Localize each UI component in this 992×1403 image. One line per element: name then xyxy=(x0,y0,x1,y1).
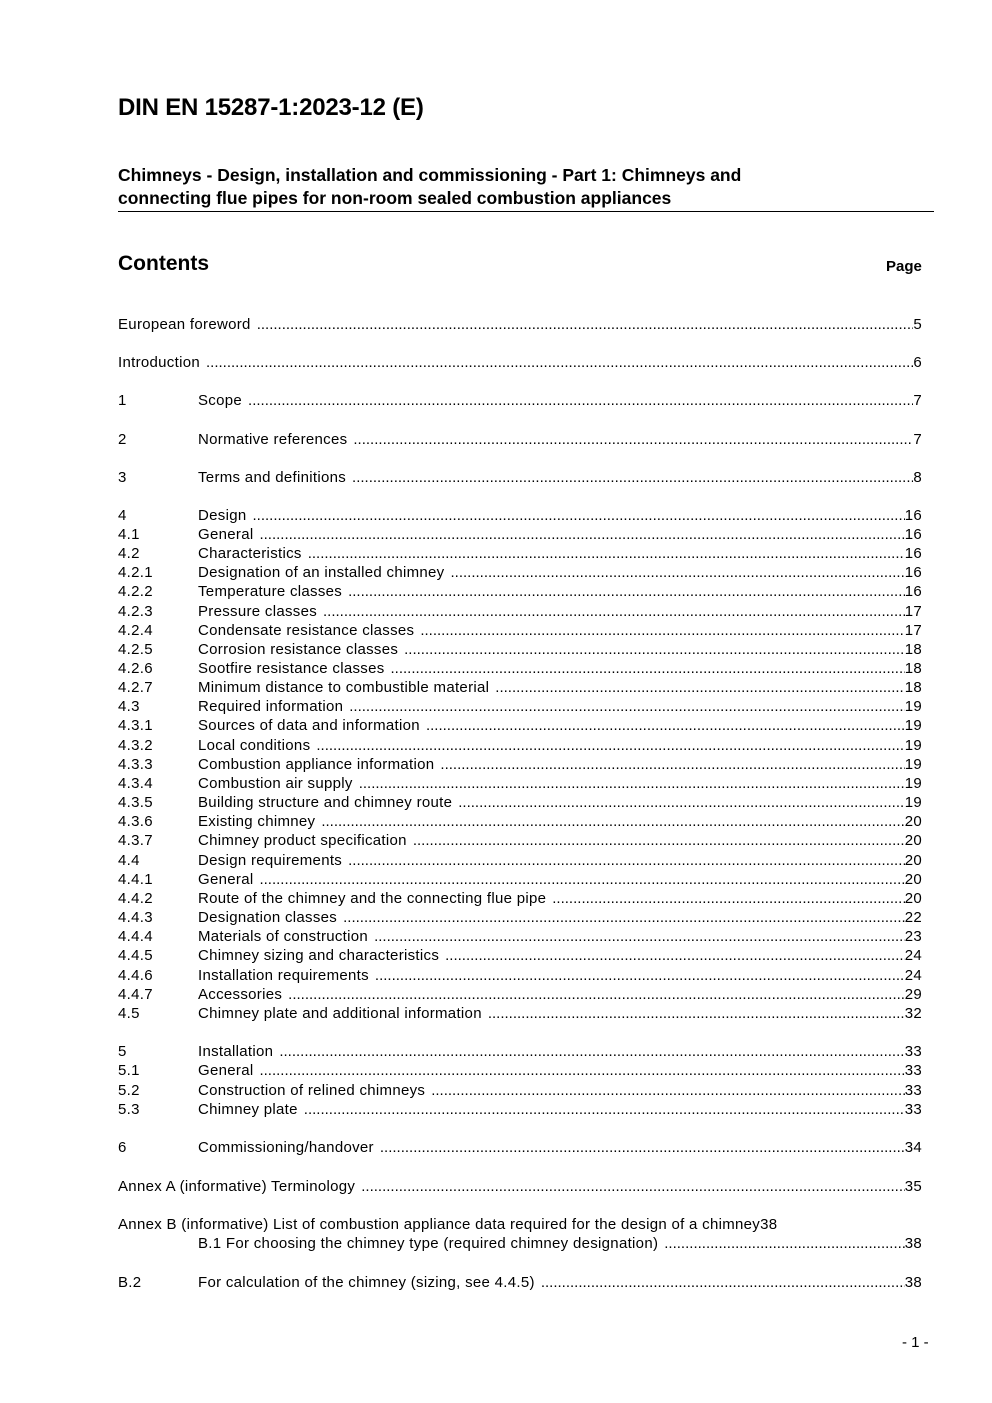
toc-entry-title: Combustion appliance information xyxy=(198,756,435,773)
toc-entry-number: 4.3.3 xyxy=(118,756,153,773)
subtitle-line-1: Chimneys - Design, installation and commissioning - Part 1: Chimneys and xyxy=(118,165,742,185)
toc-entry-title: Sources of data and information xyxy=(198,717,420,734)
toc-entry-number: 4.3.7 xyxy=(118,832,153,849)
toc-entry-page: 23 xyxy=(904,928,922,945)
toc-entry[interactable] xyxy=(118,564,922,583)
subtitle-line-2: connecting flue pipes for non-room sealed combustion appliances xyxy=(118,188,672,208)
toc-entry-number: 4.4.3 xyxy=(118,909,153,926)
toc-entry[interactable] xyxy=(118,737,922,756)
toc-entry-title: Introduction xyxy=(118,354,200,371)
toc-entry-number: 4.3.2 xyxy=(118,737,153,754)
toc-entry-page: 29 xyxy=(904,986,922,1003)
toc-entry-title: Required information xyxy=(198,698,344,715)
toc-entry-title: Combustion air supply xyxy=(198,775,353,792)
toc-entry[interactable] xyxy=(118,1043,922,1062)
toc-entry-number: 3 xyxy=(118,469,127,486)
toc-entry[interactable] xyxy=(118,469,922,488)
toc-entry[interactable] xyxy=(118,1139,922,1158)
toc-entry-page: 19 xyxy=(904,794,922,811)
toc-entry-number: 4.3.5 xyxy=(118,794,153,811)
toc-entry-page: 8 xyxy=(913,469,922,486)
toc-entry-page: 18 xyxy=(904,641,922,658)
toc-entry[interactable] xyxy=(118,871,922,890)
toc-entry[interactable] xyxy=(118,890,922,909)
toc-entry[interactable] xyxy=(118,679,922,698)
toc-entry-number: 4.4.6 xyxy=(118,967,153,984)
toc-entry-number: 1 xyxy=(118,392,127,409)
toc-entry-number: 4.3.4 xyxy=(118,775,153,792)
toc-entry[interactable] xyxy=(118,1005,922,1024)
toc-entry-number: 6 xyxy=(118,1139,127,1156)
toc-entry-page: 33 xyxy=(904,1062,922,1079)
toc-entry-title: Commissioning/handover xyxy=(198,1139,374,1156)
toc-entry-page: 20 xyxy=(904,890,922,907)
toc-entry[interactable] xyxy=(118,832,922,851)
toc-entry-title: Existing chimney xyxy=(198,813,316,830)
toc-entry-page: 17 xyxy=(904,603,922,620)
toc-entry[interactable] xyxy=(118,1101,922,1120)
toc-entry[interactable] xyxy=(118,794,922,813)
toc-entry-title: Route of the chimney and the connecting flue pipe xyxy=(198,890,547,907)
toc-entry[interactable] xyxy=(118,583,922,602)
toc-entry-title: Local conditions xyxy=(198,737,311,754)
toc-entry-page: 19 xyxy=(904,737,922,754)
toc-entry-page: 17 xyxy=(904,622,922,639)
toc-entry-page: 16 xyxy=(904,526,922,543)
toc-entry-annex-b[interactable]: Annex B (informative) List of combustion appliance data required for the design of a chimney38 xyxy=(118,1216,778,1233)
toc-entry-number: 4.4.2 xyxy=(118,890,153,907)
toc-entry-title: Chimney plate and additional information xyxy=(198,1005,482,1022)
toc-entry-page: 22 xyxy=(904,909,922,926)
toc-entry-page: 24 xyxy=(904,967,922,984)
toc-entry[interactable] xyxy=(118,545,922,564)
toc-entry-number: 4.4 xyxy=(118,852,140,869)
toc-entry-page: 34 xyxy=(904,1139,922,1156)
toc-entry-title: Annex A (informative) Terminology xyxy=(118,1178,356,1195)
toc-entry-page: 16 xyxy=(904,507,922,524)
toc-entry-title: Corrosion resistance classes xyxy=(198,641,399,658)
toc-entry[interactable] xyxy=(118,354,922,373)
toc-entry-page: 38 xyxy=(904,1235,922,1252)
toc-entry-page: 33 xyxy=(904,1043,922,1060)
toc-entry-title: Minimum distance to combustible material xyxy=(198,679,490,696)
toc-entry-title: General xyxy=(198,871,254,888)
toc-entry[interactable] xyxy=(118,756,922,775)
toc-entry-number: 5.2 xyxy=(118,1082,140,1099)
toc-entry-page: 7 xyxy=(913,392,922,409)
toc-entry-number: 5 xyxy=(118,1043,127,1060)
toc-entry-title: Scope xyxy=(198,392,243,409)
toc-entry-page: 24 xyxy=(904,947,922,964)
toc-entry-title: Terms and definitions xyxy=(198,469,347,486)
toc-entry-page: 19 xyxy=(904,756,922,773)
toc-entry[interactable] xyxy=(118,392,922,411)
toc-entry[interactable] xyxy=(118,316,922,335)
toc-entry-page: 20 xyxy=(904,832,922,849)
toc-entry[interactable] xyxy=(118,603,922,622)
toc-entry-number: 4.4.5 xyxy=(118,947,153,964)
toc-entry-number: 5.3 xyxy=(118,1101,140,1118)
toc-entry-number: 4.4.7 xyxy=(118,986,153,1003)
toc-entry-title: Chimney sizing and characteristics xyxy=(198,947,440,964)
toc-entry[interactable] xyxy=(118,526,922,545)
toc-entry-number: 4.3.6 xyxy=(118,813,153,830)
toc-entry[interactable] xyxy=(118,1178,922,1197)
toc-entry-title: Designation classes xyxy=(198,909,338,926)
toc-entry-number: 4.2.4 xyxy=(118,622,153,639)
page-column-heading: Page xyxy=(886,258,922,275)
toc-entry-title: Normative references xyxy=(198,431,348,448)
toc-entry-number: 4.2.3 xyxy=(118,603,153,620)
toc-entry[interactable] xyxy=(118,967,922,986)
toc-entry[interactable] xyxy=(118,622,922,641)
toc-entry-page: 19 xyxy=(904,717,922,734)
toc-entry-title: Chimney product specification xyxy=(198,832,407,849)
toc-entry-page: 18 xyxy=(904,660,922,677)
toc-entry-page: 35 xyxy=(904,1178,922,1195)
toc-entry-page: 6 xyxy=(913,354,922,371)
contents-heading: Contents xyxy=(118,252,209,275)
toc-entry-page: 38 xyxy=(904,1274,922,1291)
toc-entry-title: European foreword xyxy=(118,316,251,333)
toc-entry[interactable] xyxy=(118,507,922,526)
toc-entry-number: 4.2.7 xyxy=(118,679,153,696)
toc-entry-page: 7 xyxy=(913,431,922,448)
toc-entry[interactable] xyxy=(118,986,922,1005)
toc-entry-title: General xyxy=(198,526,254,543)
toc-entry-title: B.1 For choosing the chimney type (required chimney designation) xyxy=(198,1235,659,1252)
toc-entry[interactable] xyxy=(118,1274,922,1293)
toc-entry[interactable] xyxy=(118,909,922,928)
toc-entry-title: Designation of an installed chimney xyxy=(198,564,445,581)
toc-entry[interactable] xyxy=(118,698,922,717)
toc-entry-page: 16 xyxy=(904,545,922,562)
document-title: DIN EN 15287-1:2023-12 (E) xyxy=(118,94,424,121)
toc-entry-number: 4.2.2 xyxy=(118,583,153,600)
toc-entry-title: Design requirements xyxy=(198,852,343,869)
toc-entry-title: Installation requirements xyxy=(198,967,369,984)
page-number: - 1 - xyxy=(902,1334,929,1351)
toc-entry-number: 4.5 xyxy=(118,1005,140,1022)
toc-entry-page: 33 xyxy=(904,1101,922,1118)
toc-entry-page: 19 xyxy=(904,775,922,792)
toc-entry-page: 32 xyxy=(904,1005,922,1022)
toc-entry-number: 4.3 xyxy=(118,698,140,715)
toc-entry[interactable] xyxy=(118,717,922,736)
toc-entry[interactable] xyxy=(118,775,922,794)
toc-entry-title: General xyxy=(198,1062,254,1079)
toc-entry-title: Accessories xyxy=(198,986,283,1003)
toc-entry-number: 5.1 xyxy=(118,1062,140,1079)
toc-entry-page: 19 xyxy=(904,698,922,715)
toc-entry-page: 16 xyxy=(904,564,922,581)
toc-entry-title: Condensate resistance classes xyxy=(198,622,415,639)
toc-entry-title: Pressure classes xyxy=(198,603,318,620)
toc-entry-number: 4.3.1 xyxy=(118,717,153,734)
toc-entry[interactable] xyxy=(118,947,922,966)
toc-entry-title: Materials of construction xyxy=(198,928,369,945)
document-subtitle xyxy=(118,164,934,212)
toc-entry-title: Chimney plate xyxy=(198,1101,298,1118)
toc-entry-number: 4.2.5 xyxy=(118,641,153,658)
toc-entry-number: 2 xyxy=(118,431,127,448)
toc-entry-title: Design xyxy=(198,507,247,524)
toc-entry[interactable] xyxy=(118,431,922,450)
toc-entry[interactable] xyxy=(118,1062,922,1081)
toc-entry-title: Sootfire resistance classes xyxy=(198,660,385,677)
toc-entry-page: 5 xyxy=(913,316,922,333)
toc-entry[interactable] xyxy=(118,1082,922,1101)
toc-entry-number: 4.2.1 xyxy=(118,564,153,581)
toc-entry-number: 4.4.1 xyxy=(118,871,153,888)
toc-entry-title: Building structure and chimney route xyxy=(198,794,453,811)
toc-entry-number: 4.1 xyxy=(118,526,140,543)
toc-entry-page: 20 xyxy=(904,813,922,830)
toc-entry-page: 33 xyxy=(904,1082,922,1099)
toc-entry-page: 16 xyxy=(904,583,922,600)
toc-entry-number: 4.4.4 xyxy=(118,928,153,945)
toc-entry-page: 18 xyxy=(904,679,922,696)
toc-entry[interactable] xyxy=(118,852,922,871)
toc-entry[interactable] xyxy=(118,1235,922,1254)
toc-entry-number: 4 xyxy=(118,507,127,524)
toc-entry-title: Installation xyxy=(198,1043,274,1060)
toc-entry-title: Temperature classes xyxy=(198,583,343,600)
toc-entry-number: 4.2.6 xyxy=(118,660,153,677)
toc-entry-number: 4.2 xyxy=(118,545,140,562)
toc-entry-page: 20 xyxy=(904,852,922,869)
toc-entry[interactable] xyxy=(118,641,922,660)
toc-entry[interactable] xyxy=(118,928,922,947)
toc-entry-title: For calculation of the chimney (sizing, see 4.4.5) xyxy=(198,1274,535,1291)
toc-entry-number: B.2 xyxy=(118,1274,142,1291)
toc-entry-title: Construction of relined chimneys xyxy=(198,1082,426,1099)
toc-entry-page: 20 xyxy=(904,871,922,888)
toc-entry[interactable] xyxy=(118,813,922,832)
toc-entry-title: Characteristics xyxy=(198,545,302,562)
toc-entry[interactable] xyxy=(118,660,922,679)
